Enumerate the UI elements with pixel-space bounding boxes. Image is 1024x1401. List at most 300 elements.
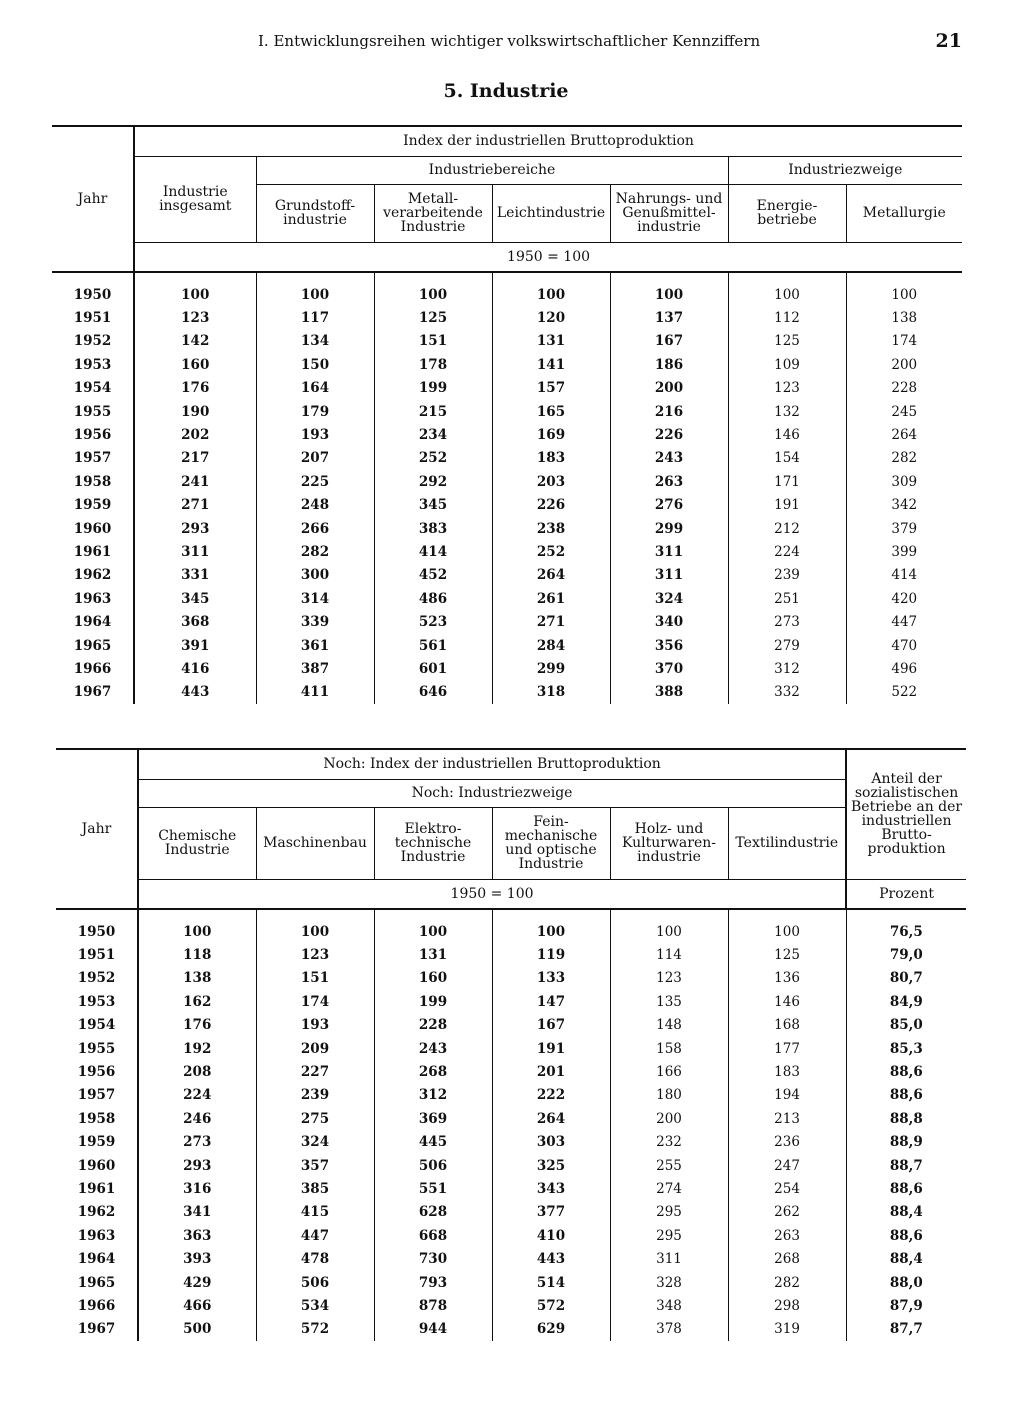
value-cell: 312 <box>728 657 846 680</box>
value-cell: 252 <box>374 447 492 470</box>
year-cell: 1959 <box>77 1134 116 1151</box>
value-cell: 443 <box>492 1247 610 1270</box>
value-cell: 378 <box>610 1318 728 1341</box>
table-row <box>56 1294 966 1317</box>
col-header: Energie-betriebe <box>728 184 846 242</box>
value-cell: 88,6 <box>846 1060 966 1083</box>
value-cell: 314 <box>256 587 374 610</box>
value-cell: 85,0 <box>846 1014 966 1037</box>
value-cell: 199 <box>374 990 492 1013</box>
value-cell: 119 <box>492 943 610 966</box>
value-cell: 523 <box>374 610 492 633</box>
year-cell: 1958 <box>73 473 112 490</box>
year-cell: 1951 <box>73 310 112 327</box>
value-cell: 478 <box>256 1247 374 1270</box>
value-cell: 393 <box>138 1247 256 1270</box>
year-cell: 1964 <box>73 614 112 631</box>
value-cell: 123 <box>610 967 728 990</box>
year-cell: 1955 <box>77 1040 116 1057</box>
value-cell: 245 <box>846 400 962 423</box>
year-cell: 1966 <box>73 660 112 677</box>
table-row <box>56 1247 966 1270</box>
year-cell: 1950 <box>77 923 116 940</box>
value-cell: 273 <box>138 1131 256 1154</box>
value-cell: 368 <box>134 610 256 633</box>
value-cell: 193 <box>256 1014 374 1037</box>
value-cell: 100 <box>256 909 374 943</box>
industry-index-table-2 <box>56 748 966 1341</box>
value-cell: 878 <box>374 1294 492 1317</box>
value-cell: 312 <box>374 1084 492 1107</box>
value-cell: 447 <box>256 1224 374 1247</box>
col-header: Grundstoff-industrie <box>256 184 374 242</box>
value-cell: 252 <box>492 540 610 563</box>
year-cell: 1952 <box>73 333 112 350</box>
value-cell: 100 <box>610 909 728 943</box>
value-cell: 88,4 <box>846 1247 966 1270</box>
subgroup-header-zweige: Noch: Industriezweige <box>138 779 846 807</box>
value-cell: 180 <box>610 1084 728 1107</box>
col-header: Fein-mechanische und optische Industrie <box>492 807 610 879</box>
value-cell: 416 <box>134 657 256 680</box>
table-row <box>56 1201 966 1224</box>
value-cell: 363 <box>138 1224 256 1247</box>
value-cell: 168 <box>728 1014 846 1037</box>
value-cell: 561 <box>374 634 492 657</box>
value-cell: 109 <box>728 353 846 376</box>
value-cell: 169 <box>492 423 610 446</box>
table-row <box>56 1318 966 1341</box>
value-cell: 793 <box>374 1271 492 1294</box>
value-cell: 377 <box>492 1201 610 1224</box>
unit-label: 1950 = 100 <box>134 242 962 272</box>
table-row <box>52 447 962 470</box>
value-cell: 200 <box>610 1107 728 1130</box>
value-cell: 300 <box>256 564 374 587</box>
value-cell: 174 <box>846 330 962 353</box>
value-cell: 224 <box>138 1084 256 1107</box>
table-row <box>56 1014 966 1037</box>
value-cell: 191 <box>492 1037 610 1060</box>
value-cell: 266 <box>256 517 374 540</box>
group-header: Index der industriellen Bruttoproduktion <box>134 126 962 156</box>
value-cell: 534 <box>256 1294 374 1317</box>
value-cell: 224 <box>728 540 846 563</box>
value-cell: 261 <box>492 587 610 610</box>
year-cell: 1962 <box>73 567 112 584</box>
col-header: Metall-verarbeitende Industrie <box>374 184 492 242</box>
value-cell: 251 <box>728 587 846 610</box>
value-cell: 264 <box>492 1107 610 1130</box>
value-cell: 191 <box>728 494 846 517</box>
value-cell: 629 <box>492 1318 610 1341</box>
value-cell: 328 <box>610 1271 728 1294</box>
value-cell: 158 <box>610 1037 728 1060</box>
year-cell: 1966 <box>77 1297 116 1314</box>
value-cell: 466 <box>138 1294 256 1317</box>
value-cell: 339 <box>256 610 374 633</box>
value-cell: 150 <box>256 353 374 376</box>
value-cell: 194 <box>728 1084 846 1107</box>
value-cell: 212 <box>728 517 846 540</box>
value-cell: 263 <box>610 470 728 493</box>
value-cell: 601 <box>374 657 492 680</box>
value-cell: 142 <box>134 330 256 353</box>
value-cell: 125 <box>728 330 846 353</box>
value-cell: 332 <box>728 681 846 704</box>
value-cell: 100 <box>492 272 610 306</box>
value-cell: 254 <box>728 1177 846 1200</box>
value-cell: 100 <box>610 272 728 306</box>
value-cell: 271 <box>492 610 610 633</box>
value-cell: 88,9 <box>846 1131 966 1154</box>
value-cell: 387 <box>256 657 374 680</box>
value-cell: 275 <box>256 1107 374 1130</box>
col-header: Chemische Industrie <box>138 807 256 879</box>
value-cell: 236 <box>728 1131 846 1154</box>
value-cell: 282 <box>846 447 962 470</box>
value-cell: 232 <box>610 1131 728 1154</box>
value-cell: 138 <box>846 306 962 329</box>
value-cell: 160 <box>374 967 492 990</box>
value-cell: 226 <box>492 494 610 517</box>
value-cell: 238 <box>492 517 610 540</box>
value-cell: 522 <box>846 681 962 704</box>
value-cell: 273 <box>728 610 846 633</box>
value-cell: 303 <box>492 1131 610 1154</box>
year-cell: 1961 <box>73 543 112 560</box>
value-cell: 331 <box>134 564 256 587</box>
year-cell: 1951 <box>77 947 116 964</box>
value-cell: 193 <box>256 423 374 446</box>
table-row <box>52 423 962 446</box>
value-cell: 136 <box>728 967 846 990</box>
year-cell: 1961 <box>77 1180 116 1197</box>
table-row <box>56 990 966 1013</box>
table-row <box>56 1131 966 1154</box>
value-cell: 263 <box>728 1224 846 1247</box>
value-cell: 239 <box>728 564 846 587</box>
table-row <box>56 1107 966 1130</box>
value-cell: 190 <box>134 400 256 423</box>
table-row <box>52 470 962 493</box>
value-cell: 85,3 <box>846 1037 966 1060</box>
value-cell: 100 <box>256 272 374 306</box>
value-cell: 572 <box>256 1318 374 1341</box>
value-cell: 183 <box>492 447 610 470</box>
value-cell: 134 <box>256 330 374 353</box>
value-cell: 164 <box>256 377 374 400</box>
value-cell: 311 <box>610 540 728 563</box>
value-cell: 87,7 <box>846 1318 966 1341</box>
value-cell: 88,6 <box>846 1177 966 1200</box>
table-row <box>56 1084 966 1107</box>
value-cell: 123 <box>134 306 256 329</box>
value-cell: 88,7 <box>846 1154 966 1177</box>
value-cell: 100 <box>846 272 962 306</box>
value-cell: 88,6 <box>846 1224 966 1247</box>
value-cell: 132 <box>728 400 846 423</box>
table-row <box>56 1060 966 1083</box>
year-cell: 1965 <box>77 1274 116 1291</box>
value-cell: 88,4 <box>846 1201 966 1224</box>
col-header: Leichtindustrie <box>492 184 610 242</box>
year-cell: 1957 <box>77 1087 116 1104</box>
value-cell: 342 <box>846 494 962 517</box>
value-cell: 391 <box>134 634 256 657</box>
value-cell: 264 <box>492 564 610 587</box>
value-cell: 243 <box>610 447 728 470</box>
value-cell: 138 <box>138 967 256 990</box>
table-row <box>52 494 962 517</box>
value-cell: 388 <box>610 681 728 704</box>
value-cell: 514 <box>492 1271 610 1294</box>
value-cell: 200 <box>846 353 962 376</box>
value-cell: 415 <box>256 1201 374 1224</box>
value-cell: 309 <box>846 470 962 493</box>
value-cell: 299 <box>610 517 728 540</box>
value-cell: 226 <box>610 423 728 446</box>
value-cell: 151 <box>256 967 374 990</box>
year-header: Jahr <box>52 126 134 272</box>
value-cell: 295 <box>610 1201 728 1224</box>
value-cell: 88,8 <box>846 1107 966 1130</box>
table-row <box>52 610 962 633</box>
table-row <box>56 1271 966 1294</box>
col-header-share: Anteil der sozialistischen Betriebe an der industriellen Brutto-produktion <box>846 749 966 879</box>
value-cell: 114 <box>610 943 728 966</box>
value-cell: 147 <box>492 990 610 1013</box>
year-cell: 1960 <box>73 520 112 537</box>
table-body <box>52 272 962 704</box>
value-cell: 379 <box>846 517 962 540</box>
value-cell: 551 <box>374 1177 492 1200</box>
value-cell: 370 <box>610 657 728 680</box>
value-cell: 268 <box>728 1247 846 1270</box>
year-cell: 1963 <box>73 590 112 607</box>
value-cell: 167 <box>610 330 728 353</box>
value-cell: 154 <box>728 447 846 470</box>
value-cell: 276 <box>610 494 728 517</box>
value-cell: 293 <box>134 517 256 540</box>
table-row <box>56 967 966 990</box>
value-cell: 506 <box>374 1154 492 1177</box>
value-cell: 125 <box>374 306 492 329</box>
value-cell: 324 <box>256 1131 374 1154</box>
value-cell: 166 <box>610 1060 728 1083</box>
value-cell: 201 <box>492 1060 610 1083</box>
col-header: Elektro-technische Industrie <box>374 807 492 879</box>
year-cell: 1959 <box>73 497 112 514</box>
value-cell: 186 <box>610 353 728 376</box>
value-cell: 234 <box>374 423 492 446</box>
value-cell: 293 <box>138 1154 256 1177</box>
value-cell: 341 <box>138 1201 256 1224</box>
value-cell: 171 <box>728 470 846 493</box>
value-cell: 284 <box>492 634 610 657</box>
value-cell: 668 <box>374 1224 492 1247</box>
value-cell: 222 <box>492 1084 610 1107</box>
value-cell: 271 <box>134 494 256 517</box>
value-cell: 79,0 <box>846 943 966 966</box>
value-cell: 572 <box>492 1294 610 1317</box>
value-cell: 470 <box>846 634 962 657</box>
year-cell: 1958 <box>77 1110 116 1127</box>
value-cell: 262 <box>728 1201 846 1224</box>
value-cell: 209 <box>256 1037 374 1060</box>
col-header-total: Industrie insgesamt <box>134 156 256 242</box>
table-row <box>52 377 962 400</box>
value-cell: 410 <box>492 1224 610 1247</box>
value-cell: 131 <box>374 943 492 966</box>
value-cell: 84,9 <box>846 990 966 1013</box>
value-cell: 123 <box>728 377 846 400</box>
value-cell: 348 <box>610 1294 728 1317</box>
value-cell: 239 <box>256 1084 374 1107</box>
value-cell: 356 <box>610 634 728 657</box>
value-cell: 452 <box>374 564 492 587</box>
running-header <box>0 30 1024 54</box>
value-cell: 225 <box>256 470 374 493</box>
col-header: Holz- und Kulturwaren-industrie <box>610 807 728 879</box>
value-cell: 443 <box>134 681 256 704</box>
value-cell: 248 <box>256 494 374 517</box>
value-cell: 279 <box>728 634 846 657</box>
value-cell: 646 <box>374 681 492 704</box>
table-body <box>56 909 966 1341</box>
value-cell: 87,9 <box>846 1294 966 1317</box>
year-cell: 1960 <box>77 1157 116 1174</box>
value-cell: 318 <box>492 681 610 704</box>
table-row <box>52 400 962 423</box>
value-cell: 216 <box>610 400 728 423</box>
value-cell: 628 <box>374 1201 492 1224</box>
value-cell: 203 <box>492 470 610 493</box>
value-cell: 246 <box>138 1107 256 1130</box>
value-cell: 311 <box>610 564 728 587</box>
section-title: 5. Industrie <box>443 80 569 102</box>
value-cell: 282 <box>256 540 374 563</box>
group-header: Noch: Index der industriellen Bruttoproduktion <box>138 749 846 779</box>
value-cell: 202 <box>134 423 256 446</box>
value-cell: 241 <box>134 470 256 493</box>
value-cell: 157 <box>492 377 610 400</box>
table-row <box>56 1177 966 1200</box>
year-cell: 1963 <box>77 1227 116 1244</box>
value-cell: 174 <box>256 990 374 1013</box>
value-cell: 100 <box>374 272 492 306</box>
year-cell: 1957 <box>73 450 112 467</box>
value-cell: 146 <box>728 990 846 1013</box>
value-cell: 117 <box>256 306 374 329</box>
value-cell: 345 <box>134 587 256 610</box>
value-cell: 944 <box>374 1318 492 1341</box>
value-cell: 414 <box>846 564 962 587</box>
table-row <box>52 353 962 376</box>
value-cell: 311 <box>134 540 256 563</box>
value-cell: 80,7 <box>846 967 966 990</box>
value-cell: 361 <box>256 634 374 657</box>
value-cell: 177 <box>728 1037 846 1060</box>
subgroup-header-zweige: Industriezweige <box>728 156 962 184</box>
value-cell: 385 <box>256 1177 374 1200</box>
table-row <box>52 517 962 540</box>
value-cell: 167 <box>492 1014 610 1037</box>
value-cell: 496 <box>846 657 962 680</box>
year-cell: 1962 <box>77 1204 116 1221</box>
value-cell: 131 <box>492 330 610 353</box>
value-cell: 383 <box>374 517 492 540</box>
value-cell: 447 <box>846 610 962 633</box>
table-row <box>52 272 962 306</box>
value-cell: 411 <box>256 681 374 704</box>
year-cell: 1956 <box>73 427 112 444</box>
value-cell: 247 <box>728 1154 846 1177</box>
value-cell: 228 <box>846 377 962 400</box>
value-cell: 100 <box>728 272 846 306</box>
value-cell: 340 <box>610 610 728 633</box>
value-cell: 162 <box>138 990 256 1013</box>
value-cell: 151 <box>374 330 492 353</box>
year-cell: 1967 <box>77 1321 116 1338</box>
value-cell: 208 <box>138 1060 256 1083</box>
subgroup-header-bereiche: Industriebereiche <box>256 156 728 184</box>
year-cell: 1964 <box>77 1251 116 1268</box>
value-cell: 125 <box>728 943 846 966</box>
year-cell: 1953 <box>73 356 112 373</box>
value-cell: 345 <box>374 494 492 517</box>
table-row <box>56 1154 966 1177</box>
year-cell: 1956 <box>77 1064 116 1081</box>
value-cell: 176 <box>138 1014 256 1037</box>
value-cell: 268 <box>374 1060 492 1083</box>
value-cell: 118 <box>138 943 256 966</box>
value-cell: 112 <box>728 306 846 329</box>
col-header: Metallurgie <box>846 184 962 242</box>
value-cell: 445 <box>374 1131 492 1154</box>
table-row <box>52 306 962 329</box>
value-cell: 141 <box>492 353 610 376</box>
value-cell: 148 <box>610 1014 728 1037</box>
value-cell: 324 <box>610 587 728 610</box>
value-cell: 399 <box>846 540 962 563</box>
value-cell: 429 <box>138 1271 256 1294</box>
value-cell: 311 <box>610 1247 728 1270</box>
value-cell: 213 <box>728 1107 846 1130</box>
table-row <box>52 540 962 563</box>
year-cell: 1952 <box>77 970 116 987</box>
value-cell: 414 <box>374 540 492 563</box>
value-cell: 369 <box>374 1107 492 1130</box>
value-cell: 282 <box>728 1271 846 1294</box>
table-row <box>52 330 962 353</box>
value-cell: 500 <box>138 1318 256 1341</box>
table-row <box>56 909 966 943</box>
page-number: 21 <box>935 30 962 52</box>
table-row <box>56 1037 966 1060</box>
value-cell: 88,6 <box>846 1084 966 1107</box>
value-cell: 299 <box>492 657 610 680</box>
table-row <box>52 657 962 680</box>
value-cell: 133 <box>492 967 610 990</box>
value-cell: 123 <box>256 943 374 966</box>
year-cell: 1954 <box>77 1017 116 1034</box>
unit-label: 1950 = 100 <box>138 879 846 909</box>
value-cell: 506 <box>256 1271 374 1294</box>
col-header: Nahrungs- und Genußmittel-industrie <box>610 184 728 242</box>
running-header-text: I. Entwicklungsreihen wichtiger volkswirtschaftlicher Kennziffern <box>258 32 761 50</box>
table-row <box>52 587 962 610</box>
